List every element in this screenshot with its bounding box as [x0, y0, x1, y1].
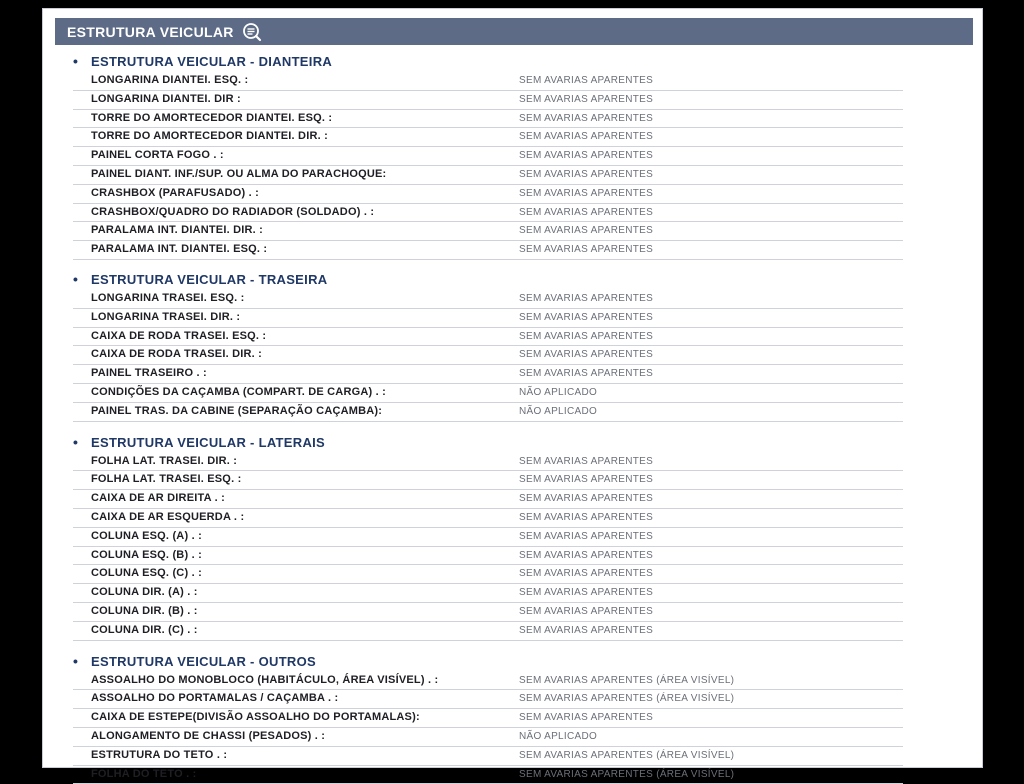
- row-value: SEM AVARIAS APARENTES: [519, 568, 653, 579]
- table-row: [73, 110, 903, 129]
- row-value: SEM AVARIAS APARENTES: [519, 550, 653, 561]
- table-row: [73, 309, 903, 328]
- table-row: [73, 565, 903, 584]
- row-label: ASSOALHO DO PORTAMALAS / CAÇAMBA . :: [91, 692, 338, 704]
- table-row: [73, 91, 903, 110]
- row-value: SEM AVARIAS APARENTES: [519, 368, 653, 379]
- row-value: SEM AVARIAS APARENTES: [519, 606, 653, 617]
- table-row: [73, 766, 903, 784]
- row-label: PAINEL TRAS. DA CABINE (SEPARAÇÃO CAÇAMBA):: [91, 405, 382, 417]
- table-row: [73, 603, 903, 622]
- row-label: CAIXA DE ESTEPE(DIVISÃO ASSOALHO DO PORTAMALAS):: [91, 711, 420, 723]
- row-label: LONGARINA TRASEI. ESQ. :: [91, 292, 245, 304]
- table-row: [73, 709, 903, 728]
- row-value: SEM AVARIAS APARENTES (ÁREA VISÍVEL): [519, 769, 734, 780]
- row-value: NÃO APLICADO: [519, 406, 597, 417]
- row-value: SEM AVARIAS APARENTES: [519, 312, 653, 323]
- row-value: SEM AVARIAS APARENTES: [519, 113, 653, 124]
- table-row: [73, 622, 903, 641]
- row-label: COLUNA ESQ. (B) . :: [91, 549, 202, 561]
- row-label: CRASHBOX (PARAFUSADO) . :: [91, 187, 259, 199]
- bullet-icon: •: [73, 431, 91, 453]
- bullet-icon: •: [73, 650, 91, 672]
- section-title-text: ESTRUTURA VEICULAR - OUTROS: [91, 654, 316, 669]
- row-value: SEM AVARIAS APARENTES: [519, 169, 653, 180]
- table-row: [73, 241, 903, 260]
- row-value: SEM AVARIAS APARENTES: [519, 75, 653, 86]
- table-row: [73, 690, 903, 709]
- row-value: SEM AVARIAS APARENTES (ÁREA VISÍVEL): [519, 693, 734, 704]
- section-title-text: ESTRUTURA VEICULAR - TRASEIRA: [91, 272, 327, 287]
- row-label: PAINEL DIANT. INF./SUP. OU ALMA DO PARACHOQUE:: [91, 168, 386, 180]
- row-label: LONGARINA TRASEI. DIR. :: [91, 311, 240, 323]
- section-4: [73, 650, 903, 784]
- table-row: [73, 290, 903, 309]
- report-content: [73, 50, 903, 784]
- bullet-icon: •: [73, 50, 91, 72]
- table-row: [73, 584, 903, 603]
- section-1: [73, 50, 903, 260]
- table-row: [73, 471, 903, 490]
- section-title: [73, 431, 903, 453]
- row-value: SEM AVARIAS APARENTES: [519, 207, 653, 218]
- row-label: ASSOALHO DO MONOBLOCO (HABITÁCULO, ÁREA VISÍVEL) . :: [91, 674, 438, 686]
- row-value: SEM AVARIAS APARENTES (ÁREA VISÍVEL): [519, 750, 734, 761]
- row-value: SEM AVARIAS APARENTES: [519, 131, 653, 142]
- table-row: [73, 509, 903, 528]
- section-title-text: ESTRUTURA VEICULAR - LATERAIS: [91, 435, 325, 450]
- row-label: PAINEL TRASEIRO . :: [91, 367, 207, 379]
- row-value: SEM AVARIAS APARENTES: [519, 331, 653, 342]
- table-row: [73, 222, 903, 241]
- row-value: SEM AVARIAS APARENTES: [519, 225, 653, 236]
- section-2: [73, 268, 903, 422]
- table-row: [73, 403, 903, 422]
- row-value: NÃO APLICADO: [519, 731, 597, 742]
- row-label: CAIXA DE RODA TRASEI. ESQ. :: [91, 330, 266, 342]
- report-page: [42, 8, 983, 768]
- table-row: [73, 528, 903, 547]
- bullet-icon: •: [73, 268, 91, 290]
- row-label: CAIXA DE AR DIREITA . :: [91, 492, 225, 504]
- row-label: PAINEL CORTA FOGO . :: [91, 149, 224, 161]
- row-value: SEM AVARIAS APARENTES: [519, 625, 653, 636]
- row-value: SEM AVARIAS APARENTES: [519, 531, 653, 542]
- row-value: SEM AVARIAS APARENTES: [519, 188, 653, 199]
- search-list-icon[interactable]: [242, 22, 262, 42]
- table-row: [73, 747, 903, 766]
- table-row: [73, 72, 903, 91]
- table-row: [73, 147, 903, 166]
- row-value: SEM AVARIAS APARENTES (ÁREA VISÍVEL): [519, 675, 734, 686]
- row-label: LONGARINA DIANTEI. ESQ. :: [91, 74, 248, 86]
- table-row: [73, 185, 903, 204]
- section-title: [73, 268, 903, 290]
- table-row: [73, 453, 903, 472]
- section-title: [73, 650, 903, 672]
- row-label: COLUNA ESQ. (C) . :: [91, 567, 202, 579]
- row-label: CAIXA DE RODA TRASEI. DIR. :: [91, 348, 262, 360]
- row-label: PARALAMA INT. DIANTEI. DIR. :: [91, 224, 263, 236]
- row-label: FOLHA LAT. TRASEI. ESQ. :: [91, 473, 241, 485]
- row-value: SEM AVARIAS APARENTES: [519, 150, 653, 161]
- table-row: [73, 346, 903, 365]
- row-label: FOLHA DO TETO . :: [91, 768, 196, 780]
- table-row: [73, 166, 903, 185]
- row-label: CAIXA DE AR ESQUERDA . :: [91, 511, 244, 523]
- table-row: [73, 204, 903, 223]
- table-row: [73, 365, 903, 384]
- row-value: SEM AVARIAS APARENTES: [519, 293, 653, 304]
- section-3: [73, 431, 903, 641]
- row-label: TORRE DO AMORTECEDOR DIANTEI. DIR. :: [91, 130, 328, 142]
- row-value: SEM AVARIAS APARENTES: [519, 587, 653, 598]
- row-label: PARALAMA INT. DIANTEI. ESQ. :: [91, 243, 267, 255]
- table-row: [73, 547, 903, 566]
- banner-title: ESTRUTURA VEICULAR: [67, 24, 234, 40]
- row-value: SEM AVARIAS APARENTES: [519, 512, 653, 523]
- row-value: SEM AVARIAS APARENTES: [519, 349, 653, 360]
- row-label: CRASHBOX/QUADRO DO RADIADOR (SOLDADO) . :: [91, 206, 374, 218]
- section-title-text: ESTRUTURA VEICULAR - DIANTEIRA: [91, 54, 332, 69]
- row-value: SEM AVARIAS APARENTES: [519, 474, 653, 485]
- row-value: SEM AVARIAS APARENTES: [519, 244, 653, 255]
- row-label: COLUNA ESQ. (A) . :: [91, 530, 202, 542]
- row-label: COLUNA DIR. (A) . :: [91, 586, 198, 598]
- row-value: SEM AVARIAS APARENTES: [519, 456, 653, 467]
- table-row: [73, 672, 903, 691]
- table-row: [73, 128, 903, 147]
- row-value: SEM AVARIAS APARENTES: [519, 712, 653, 723]
- table-row: [73, 384, 903, 403]
- row-value: SEM AVARIAS APARENTES: [519, 493, 653, 504]
- row-label: LONGARINA DIANTEI. DIR :: [91, 93, 241, 105]
- row-label: FOLHA LAT. TRASEI. DIR. :: [91, 455, 237, 467]
- table-row: [73, 490, 903, 509]
- row-label: COLUNA DIR. (C) . :: [91, 624, 198, 636]
- row-label: COLUNA DIR. (B) . :: [91, 605, 198, 617]
- table-row: [73, 328, 903, 347]
- row-value: NÃO APLICADO: [519, 387, 597, 398]
- section-banner: [55, 18, 973, 45]
- section-title: [73, 50, 903, 72]
- row-label: ESTRUTURA DO TETO . :: [91, 749, 227, 761]
- row-label: CONDIÇÕES DA CAÇAMBA (COMPART. DE CARGA) . :: [91, 386, 386, 398]
- row-label: ALONGAMENTO DE CHASSI (PESADOS) . :: [91, 730, 325, 742]
- table-row: [73, 728, 903, 747]
- row-label: TORRE DO AMORTECEDOR DIANTEI. ESQ. :: [91, 112, 332, 124]
- row-value: SEM AVARIAS APARENTES: [519, 94, 653, 105]
